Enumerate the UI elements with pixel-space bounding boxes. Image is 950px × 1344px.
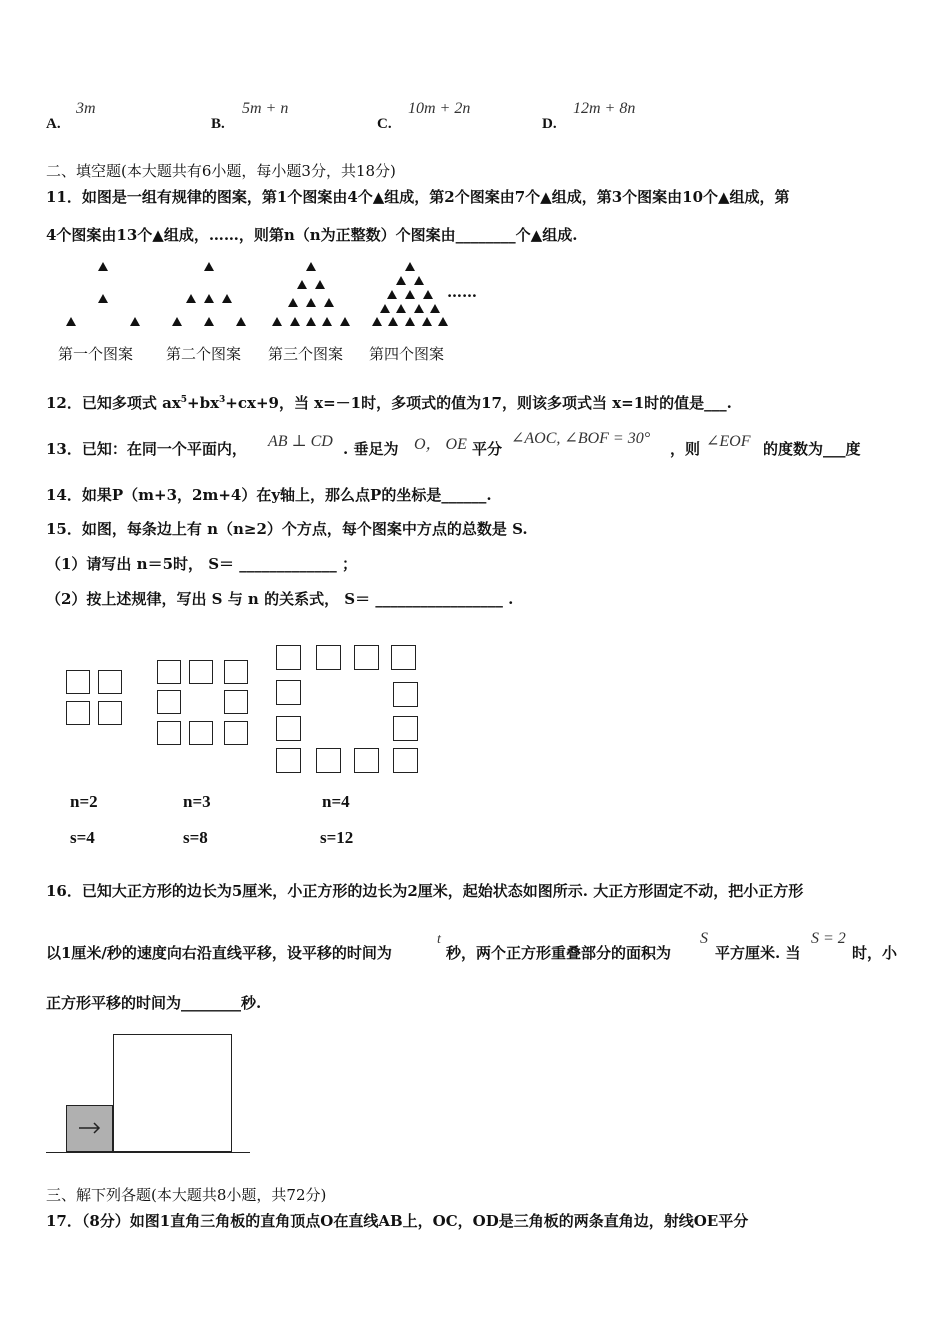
option-d-expr: 12m + 8n	[573, 100, 636, 117]
s-label-2: s=8	[183, 828, 208, 847]
triangle-icon	[222, 294, 232, 303]
n-label-3: n=4	[322, 792, 350, 811]
q16-math-s: S	[700, 930, 708, 947]
square-dot	[66, 670, 90, 694]
triangle-icon	[414, 276, 424, 285]
triangle-icon	[380, 304, 390, 313]
triangle-icon	[388, 317, 398, 326]
q16-math-s2: S = 2	[811, 930, 846, 947]
square-dot	[393, 682, 418, 707]
triangle-icon	[98, 262, 108, 271]
q15-line1: 15．如图，每条边上有 n（n≥2）个方点，每个图案中方点的总数是 S.	[46, 520, 528, 538]
square-dot	[157, 721, 181, 745]
q16-line1: 16．已知大正方形的边长为5厘米，小正方形的边长为2厘米，起始状态如图所示. 大正方形固定不动，把小正方形	[46, 882, 804, 900]
triangle-icon	[297, 280, 307, 289]
square-dot	[316, 748, 341, 773]
square-dot	[276, 680, 301, 705]
q16-math-t: t	[437, 932, 441, 947]
section2-heading: 二、填空题(本大题共有6小题，每小题3分，共18分)	[46, 162, 396, 180]
s-label-3: s=12	[320, 828, 354, 847]
q13-math-oe: O， OE	[414, 436, 467, 453]
triangle-icon	[396, 276, 406, 285]
caption-figure-2: 第二个图案	[166, 345, 242, 363]
s-label-1: s=4	[70, 828, 95, 847]
q16-line3: 正方形平移的时间为________秒.	[46, 994, 262, 1012]
square-dot	[224, 721, 248, 745]
q13-math-eof: ∠EOF	[706, 433, 751, 450]
square-dot	[391, 645, 416, 670]
large-square	[113, 1034, 232, 1152]
square-dot	[224, 660, 248, 684]
triangle-icon	[272, 317, 282, 326]
q15-line3: （2）按上述规律，写出 S 与 n 的关系式， S＝ _________________ .	[46, 590, 514, 608]
square-dot	[316, 645, 341, 670]
arrow-right-icon	[67, 1106, 111, 1150]
triangle-icon	[414, 304, 424, 313]
square-dot	[189, 660, 213, 684]
triangle-icon	[340, 317, 350, 326]
triangle-icon	[315, 280, 325, 289]
q14-text: 14．如果P（m+3，2m+4）在y轴上，那么点P的坐标是______.	[46, 486, 492, 504]
square-dot	[98, 701, 122, 725]
square-dot	[276, 748, 301, 773]
square-dot	[98, 670, 122, 694]
q13-math-perp: AB ⊥ CD	[268, 433, 333, 450]
triangle-icon	[306, 298, 316, 307]
q13-part1: 13．已知：在同一个平面内，	[46, 440, 247, 458]
option-b-label: B.	[211, 116, 225, 132]
q11-line1: 11．如图是一组有规律的图案，第1个图案由4个▲组成，第2个图案由7个▲组成，第3个图案由10个▲组成，第	[46, 188, 790, 206]
triangle-icon	[438, 317, 448, 326]
option-a-expr: 3m	[76, 100, 96, 117]
triangle-icon	[186, 294, 196, 303]
triangle-icon	[204, 317, 214, 326]
triangle-icon	[372, 317, 382, 326]
triangle-icon	[422, 317, 432, 326]
option-b-expr: 5m + n	[242, 100, 289, 117]
square-dot	[354, 645, 379, 670]
q13-math-angles: ∠AOC, ∠BOF = 30°	[511, 430, 651, 447]
option-c-label: C.	[377, 116, 392, 132]
q12-text: 12．已知多项式 $ax^5+bx^3+cx+9$，当 x=－1时，多项式的值为17，则该多项式当 x=1时的值是___.	[46, 394, 732, 412]
option-d-label: D.	[542, 116, 557, 132]
triangle-icon	[98, 294, 108, 303]
square-dot	[157, 660, 181, 684]
q17-text: 17．（8分）如图1直角三角板的直角顶点O在直线AB上，OC，OD是三角板的两条直角边，射线OE平分	[46, 1212, 749, 1230]
triangle-icon	[66, 317, 76, 326]
square-dot	[276, 645, 301, 670]
q15-line2: （1）请写出 n＝5时， S＝ _____________ ；	[46, 555, 358, 573]
q16-line2b: 秒，两个正方形重叠部分的面积为	[446, 944, 672, 962]
q16-line2c: 平方厘米. 当	[715, 944, 801, 962]
baseline	[46, 1152, 250, 1153]
square-dot	[66, 701, 90, 725]
square-dot	[224, 690, 248, 714]
small-square	[66, 1105, 113, 1152]
caption-figure-3: 第三个图案	[268, 345, 344, 363]
triangle-icon	[405, 262, 415, 271]
triangle-icon	[130, 317, 140, 326]
q13-part4: ，则	[670, 440, 701, 458]
q13-part2: . 垂足为	[343, 440, 399, 458]
n-label-1: n=2	[70, 792, 98, 811]
triangle-icon	[236, 317, 246, 326]
square-dot	[157, 690, 181, 714]
q16-line2d: 时，小	[852, 944, 898, 962]
triangle-icon	[204, 262, 214, 271]
triangle-icon	[288, 298, 298, 307]
n-label-2: n=3	[183, 792, 211, 811]
square-dot	[189, 721, 213, 745]
square-dot	[393, 748, 418, 773]
triangle-icon	[387, 290, 397, 299]
q13-part3: 平分	[472, 440, 503, 458]
triangle-icon	[290, 317, 300, 326]
section3-heading: 三、解下列各题(本大题共8小题，共72分)	[46, 1186, 327, 1204]
triangle-icon	[322, 317, 332, 326]
triangle-icon	[306, 262, 316, 271]
square-dot	[276, 716, 301, 741]
q13-part5: 的度数为___度	[763, 440, 861, 458]
triangle-icon	[405, 290, 415, 299]
q16-line2a: 以1厘米/秒的速度向右沿直线平移，设平移的时间为	[46, 944, 392, 962]
triangle-icon	[204, 294, 214, 303]
option-c-expr: 10m + 2n	[408, 100, 471, 117]
caption-figure-4: 第四个图案	[369, 345, 445, 363]
triangle-icon	[172, 317, 182, 326]
triangle-icon	[430, 304, 440, 313]
triangle-icon	[396, 304, 406, 313]
option-a-label: A.	[46, 116, 61, 132]
square-dot	[393, 716, 418, 741]
triangle-icon	[423, 290, 433, 299]
q11-line2: 4个图案由13个▲组成，……，则第n（n为正整数）个图案由________个▲组成.	[46, 226, 578, 244]
caption-figure-1: 第一个图案	[58, 345, 134, 363]
square-dot	[354, 748, 379, 773]
triangle-icon	[324, 298, 334, 307]
triangle-icon	[306, 317, 316, 326]
triangle-icon	[405, 317, 415, 326]
pattern-ellipsis: ……	[447, 283, 477, 301]
